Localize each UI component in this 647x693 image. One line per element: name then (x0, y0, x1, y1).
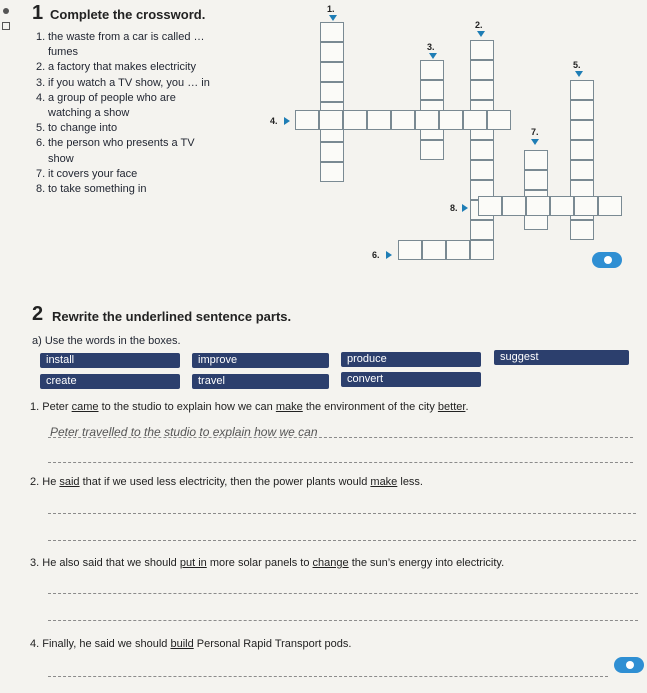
crossword-cell[interactable] (420, 60, 444, 80)
crossword-cell[interactable] (391, 110, 415, 130)
crossword-cell[interactable] (524, 170, 548, 190)
section-2-number: 2 (32, 303, 44, 325)
crossword-cell[interactable] (320, 62, 344, 82)
crossword-cell[interactable] (478, 196, 502, 216)
toggle-icon[interactable] (592, 252, 622, 268)
text-part: Personal Rapid Transport pods. (193, 638, 352, 650)
clue-number: 1. (36, 31, 46, 43)
crossword-cell[interactable] (439, 110, 463, 130)
crossword-cell[interactable] (420, 80, 444, 100)
crossword-cell[interactable] (320, 22, 344, 42)
word-box-produce: produce (341, 352, 481, 367)
arrow-down-icon (575, 71, 583, 77)
word-box-suggest: suggest (494, 350, 629, 365)
sentence-1 (30, 401, 469, 413)
crossword-cell[interactable] (470, 80, 494, 100)
text-part: the sun’s energy into electricity. (348, 557, 505, 569)
sub-a-label: a) Use the words in the boxes. (32, 335, 181, 347)
underlined-part: make (275, 401, 303, 413)
crossword-cell[interactable] (320, 142, 344, 162)
crossword-cell[interactable] (598, 196, 622, 216)
clue-text: the waste from a car is called … fumes (48, 31, 205, 59)
text-part: more solar panels to (206, 557, 313, 569)
crossword-cell[interactable] (550, 196, 574, 216)
word-box-create: create (40, 374, 180, 389)
answer-line[interactable] (48, 620, 638, 621)
answer-line[interactable] (48, 513, 636, 514)
crossword-grid (0, 0, 647, 280)
answer-line[interactable] (48, 462, 633, 463)
answer-line[interactable] (48, 676, 608, 677)
crossword-cell[interactable] (570, 120, 594, 140)
crossword-cell[interactable] (415, 110, 439, 130)
sentence-number: 3. (30, 557, 40, 569)
text-part: to the studio to explain how we can (98, 401, 276, 413)
underlined-part: build (170, 638, 194, 650)
crossword-cell[interactable] (320, 82, 344, 102)
word-box-install: install (40, 353, 180, 368)
section-1-title: Complete the crossword. (50, 7, 206, 22)
crossword-cell[interactable] (570, 80, 594, 100)
crossword-cell[interactable] (524, 150, 548, 170)
clue-text: to change into (48, 122, 118, 135)
clue-text: a factory that makes electricity (48, 61, 196, 74)
crossword-cell[interactable] (470, 60, 494, 80)
arrow-down-icon (477, 31, 485, 37)
underlined-part: came (71, 401, 99, 413)
underlined-part: said (59, 476, 80, 488)
crossword-cell[interactable] (470, 160, 494, 180)
word-box-improve: improve (192, 353, 329, 368)
clue-number: 6. (36, 137, 46, 150)
crossword-cell[interactable] (422, 240, 446, 260)
sentence-number: 1. (30, 401, 40, 413)
clue-number: 4. (36, 91, 46, 104)
answer-line[interactable] (48, 540, 636, 541)
answer-1-text: Peter travelled to the studio to explain how we can (50, 425, 318, 439)
crossword-label-7: 7. (531, 127, 539, 137)
underlined-part: better (437, 401, 466, 413)
crossword-cell[interactable] (319, 110, 343, 130)
text-part: that if we used less electricity, then the power plants would (79, 476, 371, 488)
arrow-down-icon (429, 53, 437, 59)
crossword-cell[interactable] (487, 110, 511, 130)
sentence-text (42, 401, 468, 413)
clue-text: it covers your face (48, 167, 138, 180)
clue-number: 2. (36, 61, 46, 74)
word-box-convert: convert (341, 372, 481, 387)
sentence-text (42, 557, 504, 569)
crossword-cell[interactable] (526, 196, 550, 216)
clue-number: 8. (36, 183, 46, 196)
crossword-cell[interactable] (570, 100, 594, 120)
crossword-cell[interactable] (398, 240, 422, 260)
crossword-cell[interactable] (574, 196, 598, 216)
clue-number: 7. (36, 167, 46, 180)
text-part: less. (397, 476, 423, 488)
crossword-cell[interactable] (470, 40, 494, 60)
crossword-cell[interactable] (320, 162, 344, 182)
clue-text: to take something in (48, 183, 147, 196)
crossword-label-3: 3. (427, 42, 435, 52)
sentence-number: 4. (30, 638, 40, 650)
crossword-label-8: 8. (450, 203, 458, 213)
word-box-travel: travel (192, 374, 329, 389)
text-part: . (465, 401, 469, 413)
text-part: the environment of the city (302, 401, 438, 413)
crossword-label-4: 4. (270, 116, 278, 126)
underlined-part: put in (179, 557, 207, 569)
crossword-cell[interactable] (295, 110, 319, 130)
crossword-cell[interactable] (446, 240, 470, 260)
sentence-2 (30, 476, 423, 488)
crossword-label-5: 5. (573, 60, 581, 70)
crossword-label-1: 1. (327, 4, 335, 14)
crossword-cell[interactable] (570, 160, 594, 180)
answer-line[interactable] (48, 593, 638, 594)
arrow-right-icon (386, 251, 392, 259)
crossword-cell[interactable] (570, 220, 594, 240)
text-part: He (42, 476, 60, 488)
arrow-down-icon (329, 15, 337, 21)
crossword-cell[interactable] (470, 220, 494, 240)
crossword-cell[interactable] (502, 196, 526, 216)
sentence-text (42, 476, 423, 488)
crossword-cell[interactable] (320, 42, 344, 62)
clue-number: 3. (36, 76, 46, 89)
clue-text: if you watch a TV show, you … in (48, 76, 210, 89)
arrow-right-icon (462, 204, 468, 212)
crossword-cell[interactable] (367, 110, 391, 130)
sentence-number: 2. (30, 476, 40, 488)
answer-line[interactable] (48, 437, 633, 438)
clue-number: 5. (36, 122, 46, 135)
clue-text: a group of people who are watching a show (48, 91, 176, 120)
sentence-text (42, 638, 351, 650)
text-part: Peter (42, 401, 72, 413)
crossword-cell[interactable] (343, 110, 367, 130)
section-1-number: 1 (32, 2, 44, 24)
section-2-title: Rewrite the underlined sentence parts. (52, 309, 292, 324)
crossword-label-2: 2. (475, 20, 483, 30)
sentence-4 (30, 638, 351, 650)
clue-text: the person who presents a TV show (48, 137, 195, 165)
sentence-3 (30, 557, 504, 569)
text-part: He also said that we should (42, 557, 180, 569)
crossword-cell[interactable] (420, 140, 444, 160)
crossword-cell[interactable] (463, 110, 487, 130)
text-part: Finally, he said we should (42, 638, 171, 650)
crossword-cell[interactable] (570, 140, 594, 160)
toggle-icon[interactable] (614, 657, 644, 673)
underlined-part: make (370, 476, 398, 488)
arrow-right-icon (284, 117, 290, 125)
crossword-cell[interactable] (470, 240, 494, 260)
crossword-label-6: 6. (372, 250, 380, 260)
arrow-down-icon (531, 139, 539, 145)
underlined-part: change (312, 557, 349, 569)
crossword-cell[interactable] (470, 140, 494, 160)
